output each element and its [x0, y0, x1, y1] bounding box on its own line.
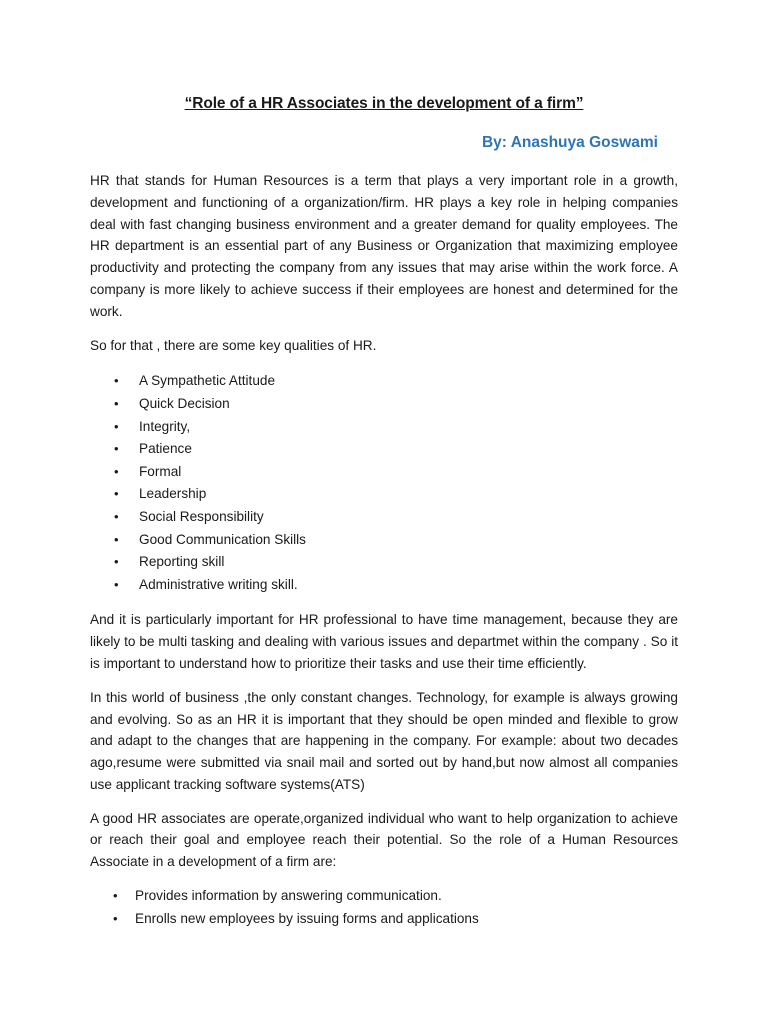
list-item-text: Formal	[139, 463, 182, 479]
list-item	[90, 529, 678, 552]
list-item-text: A Sympathetic Attitude	[139, 373, 276, 389]
list-item	[90, 483, 678, 506]
list-item	[90, 393, 678, 416]
time-management-paragraph: And it is particularly important for HR professional to have time management, because they are likely to be multi tasking and dealing with various issues and departmet within the company . So it is important to understand how to prioritize their tasks and use their time efficiently.	[90, 612, 678, 671]
role-paragraph: A good HR associates are operate,organized individual who want to help organization to achieve or reach their goal and employee reach their potential. So the role of a Human Resources Associate in a development of a firm are:	[90, 810, 678, 870]
bullet-icon: •	[113, 888, 118, 904]
list-item	[90, 416, 678, 439]
document-body	[90, 170, 678, 930]
list-item	[90, 370, 678, 393]
change-paragraph: In this world of business ,the only constant changes. Technology, for example is always growing and evolving. So as an HR it is important that they should be open minded and flexible to grow and adapt to the changes that are happening in the company. For example: about two decades ago,resume were submitted via snail mail and sorted out by hand,but now almost all companies use applicant tracking software systems(ATS)	[90, 689, 678, 792]
bullet-icon: •	[114, 441, 119, 457]
list-item	[90, 574, 678, 597]
list-item	[90, 885, 678, 908]
list-item-text: Enrolls new employees by issuing forms and applications	[135, 910, 479, 926]
bullet-icon: •	[114, 508, 119, 524]
duties-list	[90, 885, 678, 930]
list-item-text: Integrity,	[139, 418, 191, 434]
bullet-icon: •	[114, 554, 119, 570]
list-item-text: Reporting skill	[139, 554, 225, 570]
bullet-icon: •	[114, 395, 119, 411]
list-item-text: Social Responsibility	[139, 508, 264, 524]
list-item	[90, 461, 678, 484]
list-item	[90, 551, 678, 574]
bullet-icon: •	[114, 531, 119, 547]
bullet-icon: •	[114, 373, 119, 389]
list-item-text: Administrative writing skill.	[139, 576, 298, 592]
list-item-text: Patience	[139, 441, 192, 457]
bullet-icon: •	[114, 576, 119, 592]
qualities-lead-paragraph: So for that , there are some key qualities of HR.	[90, 337, 377, 353]
bullet-icon: •	[114, 418, 119, 434]
list-item	[90, 438, 678, 461]
list-item-text: Provides information by answering communication.	[135, 888, 442, 904]
intro-paragraph: HR that stands for Human Resources is a term that plays a very important role in a growth, development and functioning of a organization/firm. HR plays a key role in helping companies deal with fast changing business environment and a greater demand for quality employees. The HR department is an essential part of any Business or Organization that maximizing employee productivity and protecting the company from any issues that may arise within the work force. A company is more likely to achieve success if their employees are honest and determined for the work.	[90, 173, 678, 319]
bullet-icon: •	[114, 463, 119, 479]
document-title: “Role of a HR Associates in the development of a firm”	[184, 95, 584, 112]
bullet-icon: •	[113, 910, 118, 926]
list-item-text: Good Communication Skills	[139, 531, 306, 547]
list-item-text: Leadership	[139, 486, 207, 502]
list-item	[90, 908, 678, 931]
list-item	[90, 506, 678, 529]
qualities-list	[90, 370, 678, 596]
bullet-icon: •	[114, 486, 119, 502]
author-byline: By: Anashuya Goswami	[481, 134, 658, 151]
list-item-text: Quick Decision	[139, 395, 230, 411]
